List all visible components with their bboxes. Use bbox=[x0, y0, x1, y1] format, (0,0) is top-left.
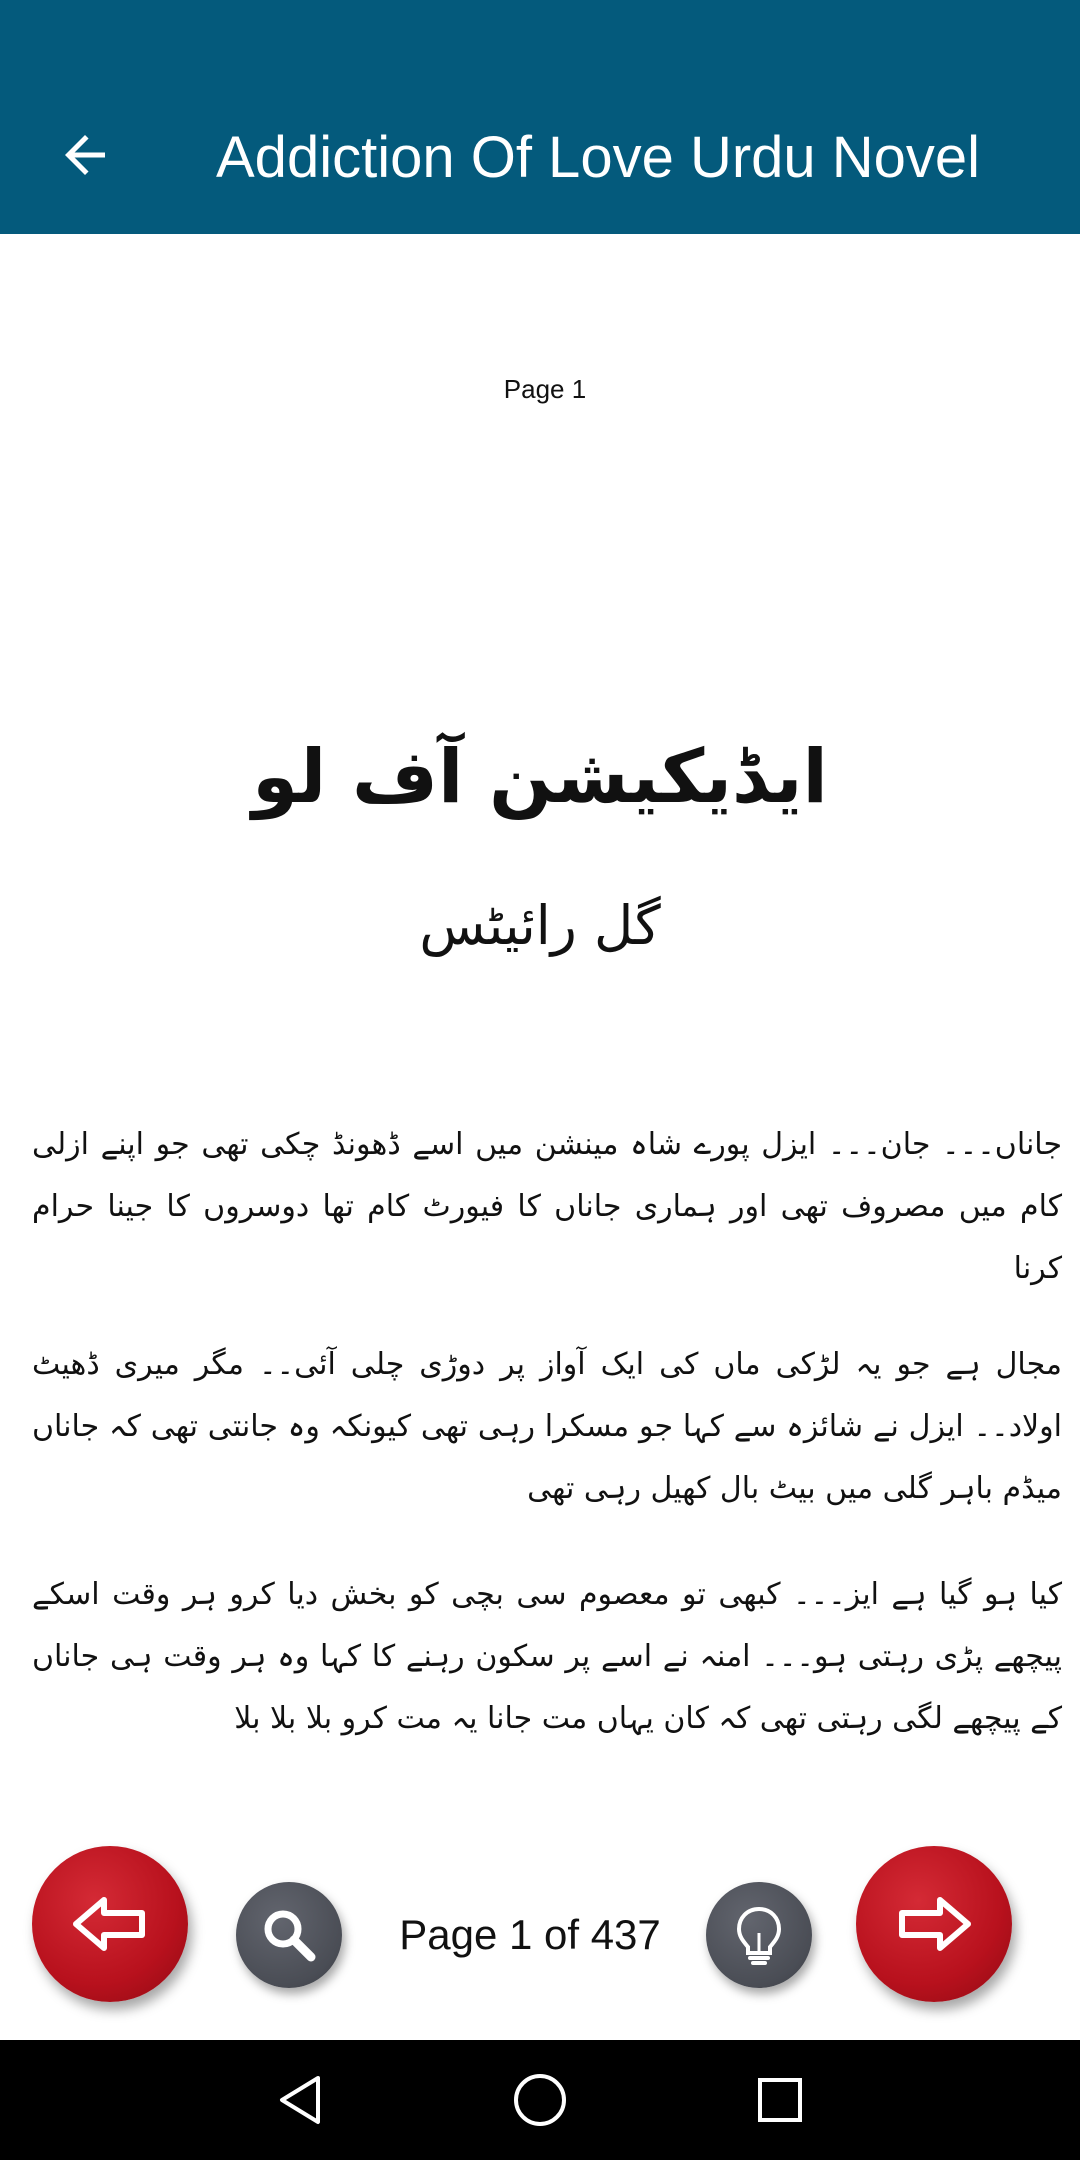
next-page-button[interactable] bbox=[856, 1846, 1012, 2002]
back-button[interactable] bbox=[40, 110, 130, 200]
page-counter: Page 1 of 437 bbox=[399, 1911, 661, 1958]
system-navigation-bar bbox=[0, 2040, 1080, 2160]
arrow-left-outline-icon bbox=[70, 1894, 150, 1954]
app-bar bbox=[0, 0, 1080, 234]
circle-home-icon bbox=[510, 2070, 570, 2130]
system-recents-button[interactable] bbox=[740, 2060, 820, 2140]
system-back-button[interactable] bbox=[260, 2060, 340, 2140]
novel-author: گل رائیٹس bbox=[419, 894, 661, 957]
page-label: Page 1 bbox=[503, 374, 587, 404]
arrow-right-outline-icon bbox=[894, 1894, 974, 1954]
system-home-button[interactable] bbox=[500, 2060, 580, 2140]
reader-controls bbox=[0, 1834, 1080, 2040]
paragraph-3: کیا ہو گیا ہے ایز۔۔۔ کبھی تو معصوم سی بچی کو بخش دیا کرو ہر وقت اسکے پیچھے پڑی رہتی ہو۔۔۔ امنہ نے اسے پر سکون رہنے کا کہا وہ ہر وقت ہی جاناں کے پیچھے لگی رہتی تھی کہ کان یہاں مت جانا یہ مت کرو بلا بلا بلا bbox=[32, 1577, 1062, 1736]
arrow-left-icon bbox=[55, 125, 115, 185]
triangle-back-icon bbox=[272, 2072, 328, 2128]
novel-title: ایڈیکیشن آف لو bbox=[252, 734, 828, 820]
previous-page-button[interactable] bbox=[32, 1846, 188, 2002]
search-icon bbox=[257, 1903, 321, 1967]
search-button[interactable] bbox=[236, 1882, 342, 1988]
app-title: Addiction Of Love Urdu Novel bbox=[216, 125, 981, 190]
reader-page[interactable] bbox=[0, 234, 1080, 1834]
square-recents-icon bbox=[752, 2072, 808, 2128]
lightbulb-icon bbox=[729, 1903, 789, 1967]
bulb-button[interactable] bbox=[706, 1882, 812, 1988]
paragraph-1: جاناں۔۔۔ جان۔۔۔ ایزل پورے شاہ مینشن میں اسے ڈھونڈ چکی تھی جو اپنے ازلی کام میں مصروف تھی اور ہماری جاناں کا فیورٹ کام تھا دوسروں کا جینا حرام کرنا bbox=[32, 1127, 1062, 1286]
paragraph-2: مجال ہے جو یہ لڑکی ماں کی ایک آواز پر دوڑی چلی آئی۔۔ مگر میری ڈھیٹ اولاد۔۔ ایزل نے شائزہ سے کہا جو مسکرا رہی تھی کیونکہ وہ جانتی تھی کہ جاناں میڈم باہر گلی میں بیٹ بال کھیل رہی تھی bbox=[32, 1347, 1062, 1506]
